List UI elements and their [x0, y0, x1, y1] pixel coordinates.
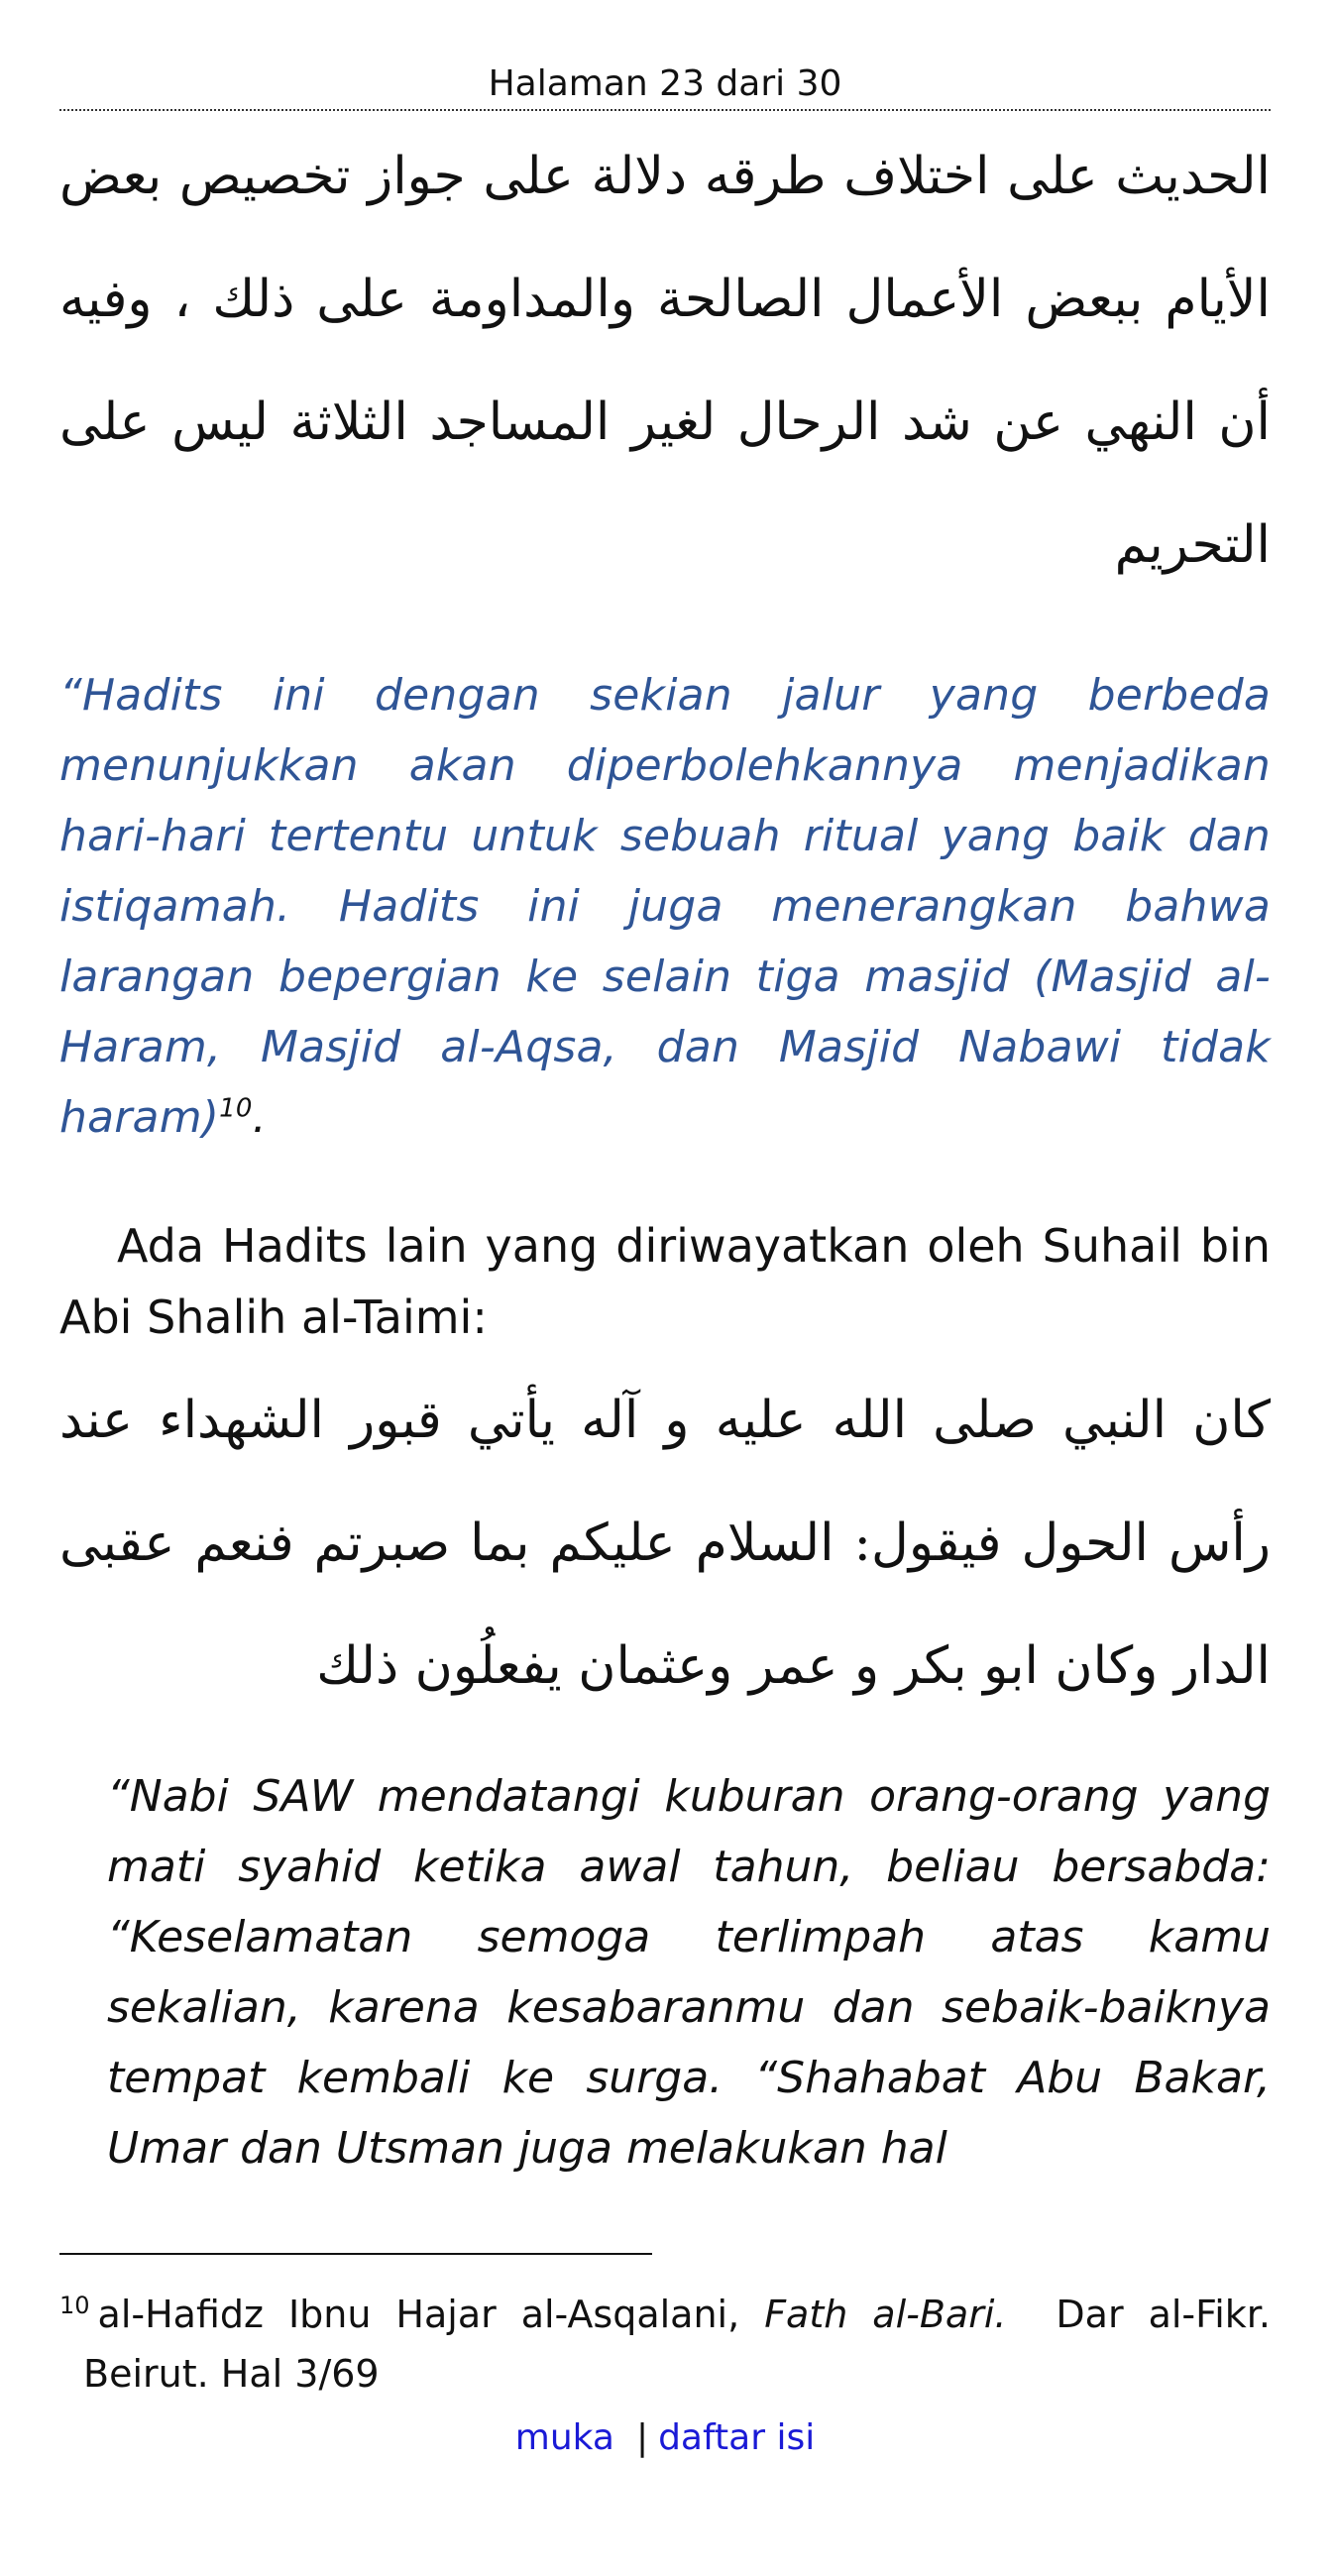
footnote-divider	[59, 2253, 652, 2255]
body-paragraph: Ada Hadits lain yang diriwayatkan oleh Suhail bin Abi Shalih al-Taimi:	[59, 1219, 1271, 1344]
footnote	[59, 2285, 1271, 2404]
footnote-reference[interactable]: 10	[219, 1093, 253, 1124]
page-navigation	[59, 2413, 1271, 2463]
translation-quote-end: .	[252, 1092, 267, 1143]
page-header	[59, 0, 1271, 111]
arabic-text-block: الحديث على اختلاف طرقه دلالة على جواز تخصيص بعض الأيام ببعض الأعمال الصالحة والمداومة على ذلك ، وفيه أن النهي عن شد الرحال لغير المساجد الثلاثة ليس على التحريم	[59, 147, 1271, 575]
table-of-contents-link[interactable]: daftar isi	[658, 2417, 816, 2458]
arabic-hadith-block: كان النبي صلى الله عليه و آله يأتي قبور الشهداء عند رأس الحول فيقول: السلام عليكم بما صبرتم فنعم عقبى الدار وكان ابو بكر و عمر وعثمان يفعلُون ذلك	[59, 1391, 1271, 1696]
footnote-author: al-Hafidz Ibnu Hajar al-Asqalani,	[97, 2293, 740, 2336]
footnote-publisher: Dar al-Fikr. Beirut. Hal 3/69	[83, 2293, 1271, 2396]
home-link[interactable]: muka	[514, 2417, 614, 2458]
nav-separator: |	[635, 2417, 649, 2458]
page-number-label: Halaman 23 dari 30	[488, 63, 842, 104]
hadith-translation-quote: “Nabi SAW mendatangi kuburan orang-orang yang mati syahid ketika awal tahun, beliau bersabda: “Keselamatan semoga terlimpah atas kamu sekalian, karena kesabaranmu dan sebaik-baiknya tempat kembali ke surga. “Shahabat Abu Bakar, Umar dan Utsman juga melakukan hal	[107, 1771, 1271, 2174]
footnote-number: 10	[59, 2292, 90, 2320]
translation-quote-text: “Hadits ini dengan sekian jalur yang berbeda menunjukkan akan diperbolehkannya menjadikan hari-hari tertentu untuk sebuah ritual yang baik dan istiqamah. Hadits ini juga menerangkan bahwa larangan bepergian ke selain tiga masjid (Masjid al-Haram, Masjid al-Aqsa, dan Masjid Nabawi tidak haram)	[59, 670, 1271, 1143]
footnote-book-title: Fath al-Bari.	[764, 2293, 1007, 2336]
page	[59, 0, 1271, 2463]
translation-quote	[59, 660, 1271, 1153]
